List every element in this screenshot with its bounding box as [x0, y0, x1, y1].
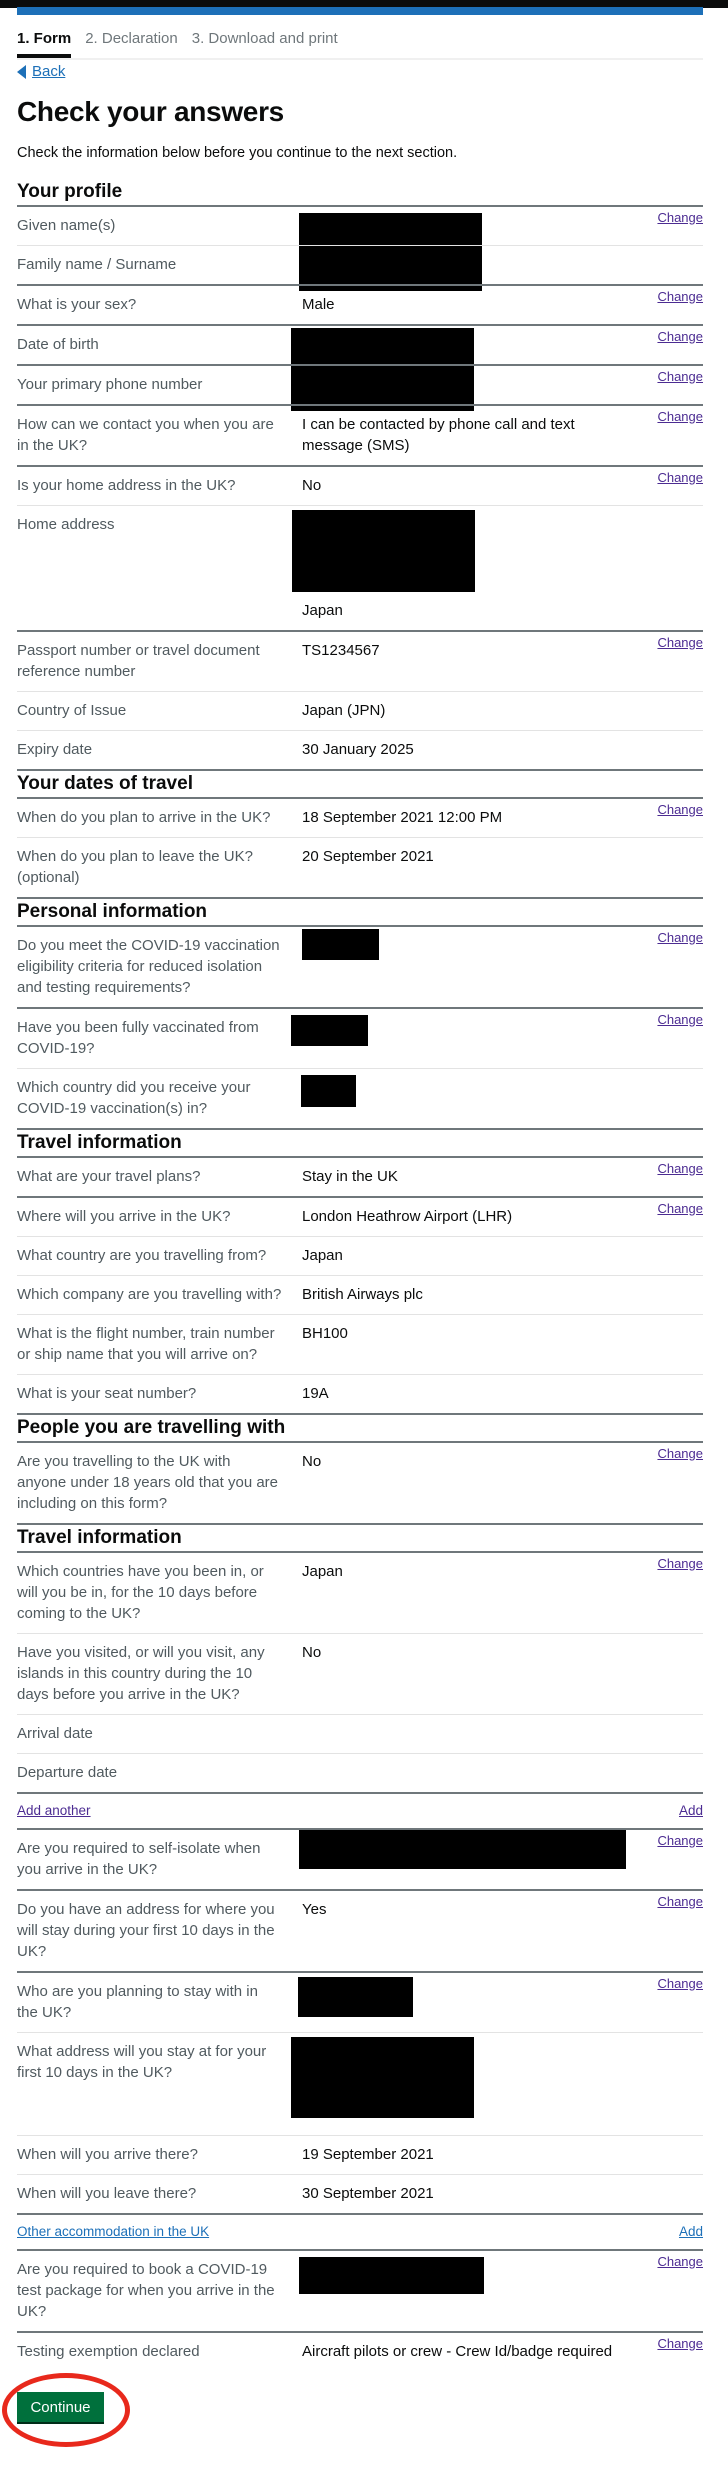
change-link[interactable]: Change: [657, 2254, 703, 2269]
summary-key: Date of birth: [17, 336, 99, 353]
summary-value-text: Aircraft pilots or crew - Crew Id/badge required: [302, 2343, 613, 2360]
summary-value: [292, 2175, 632, 2213]
change-link[interactable]: Change: [657, 409, 703, 424]
change-cell: [632, 692, 703, 730]
summary-value: [292, 1715, 632, 1753]
summary-key: Passport number or travel document reference number: [17, 642, 260, 680]
tab-form[interactable]: 1. Form: [17, 28, 71, 58]
summary-value-text: No: [302, 1453, 322, 1470]
change-link[interactable]: Change: [657, 2336, 703, 2351]
summary-row-dob: [17, 324, 703, 364]
summary-row-who: [17, 1971, 703, 2032]
change-cell: [632, 1237, 703, 1275]
summary-key: Given name(s): [17, 217, 116, 234]
summary-value: [292, 1754, 632, 1792]
answers-summary-list: [17, 179, 703, 2371]
change-cell: [632, 731, 703, 769]
change-cell: [632, 1276, 703, 1314]
change-link[interactable]: Change: [657, 329, 703, 344]
change-cell: [632, 2033, 703, 2135]
section-heading: Personal information: [17, 897, 703, 927]
summary-value-text: TS1234567: [302, 642, 380, 659]
summary-key: Your primary phone number: [17, 376, 203, 393]
summary-key: Expiry date: [17, 741, 93, 758]
summary-row-sex: [17, 284, 703, 324]
summary-value: [292, 326, 632, 364]
summary-row-under18: [17, 1443, 703, 1523]
redacted-value: [301, 1075, 356, 1107]
summary-key: Are you travelling to the UK with anyone under 18 years old that you are including on this form?: [17, 1453, 279, 1512]
summary-key: Home address: [17, 516, 115, 533]
summary-value-text: 18 September 2021 12:00 PM: [302, 809, 503, 826]
change-link[interactable]: Change: [657, 802, 703, 817]
summary-key: Do you meet the COVID-19 vaccination eligibility criteria for reduced isolation and testing requirements?: [17, 937, 280, 996]
summary-row-issue: [17, 691, 703, 730]
summary-key: When will you leave there?: [17, 2185, 197, 2202]
summary-value-text: 20 September 2021: [302, 848, 434, 865]
summary-key: Which countries have you been in, or will you be in, for the 10 days before coming to the UK?: [17, 1563, 264, 1622]
summary-row-given: [17, 207, 703, 245]
change-cell: [632, 2333, 703, 2371]
section-heading: Travel information: [17, 1128, 703, 1158]
change-link[interactable]: Change: [657, 930, 703, 945]
change-cell: [632, 1198, 703, 1236]
summary-value: [292, 1375, 632, 1413]
summary-row-home: [17, 505, 703, 630]
summary-value-text: 30 January 2025: [302, 741, 414, 758]
summary-row-depdate: [17, 1753, 703, 1792]
summary-row-plans: [17, 1158, 703, 1196]
summary-row-countries: [17, 1553, 703, 1633]
summary-key: Where will you arrive in the UK?: [17, 1208, 231, 1225]
summary-value-text: London Heathrow Airport (LHR): [302, 1208, 513, 1225]
summary-key: Have you visited, or will you visit, any islands in this country during the 10 days before you arrive in the UK?: [17, 1644, 265, 1703]
tab-download-print[interactable]: 3. Download and print: [191, 30, 338, 47]
change-cell: [632, 1315, 703, 1374]
summary-value: [292, 1634, 632, 1714]
redacted-value: [291, 2037, 474, 2118]
summary-row-seat: [17, 1374, 703, 1413]
change-cell: [632, 1634, 703, 1714]
summary-value: [292, 2251, 632, 2331]
summary-value: [292, 1069, 632, 1128]
redacted-value: [292, 510, 475, 592]
summary-row-flight: [17, 1314, 703, 1374]
summary-key: When will you arrive there?: [17, 2146, 198, 2163]
summary-row-vacc: [17, 1007, 703, 1068]
change-cell: [632, 467, 703, 505]
back-arrow-icon: [17, 65, 26, 79]
summary-row-expiry: [17, 730, 703, 769]
summary-row-arrive: [17, 799, 703, 837]
summary-value-text: 30 September 2021: [302, 2185, 434, 2202]
summary-key: Are you required to book a COVID-19 test package for when you arrive in the UK?: [17, 2261, 275, 2320]
summary-value: [292, 1009, 632, 1068]
change-cell: [632, 838, 703, 897]
change-cell: [632, 1375, 703, 1413]
redacted-value: [298, 1977, 413, 2017]
change-link[interactable]: Change: [657, 1556, 703, 1571]
change-cell: [632, 406, 703, 465]
summary-key: Which company are you travelling with?: [17, 1286, 282, 1303]
summary-value: [292, 1973, 632, 2032]
summary-key: When do you plan to arrive in the UK?: [17, 809, 271, 826]
summary-row-isolate: [17, 1828, 703, 1889]
summary-row-family: [17, 245, 703, 284]
summary-value: [292, 1443, 632, 1523]
summary-value: [292, 2333, 632, 2371]
summary-value: [292, 731, 632, 769]
change-cell: [632, 632, 703, 691]
change-link[interactable]: Change: [657, 1446, 703, 1461]
change-link[interactable]: Change: [657, 289, 703, 304]
summary-value-text: Japan: [302, 602, 343, 619]
summary-key: Arrival date: [17, 1725, 93, 1742]
change-link[interactable]: Change: [657, 1894, 703, 1909]
summary-row-leavethere: [17, 2174, 703, 2213]
summary-value: [292, 1891, 632, 1971]
change-link[interactable]: Change: [657, 635, 703, 650]
summary-value: [292, 467, 632, 505]
redacted-value: [291, 1015, 368, 1046]
change-link[interactable]: Change: [657, 1012, 703, 1027]
summary-row-exempt: [17, 2331, 703, 2371]
intro-text: Check the information below before you continue to the next section.: [17, 145, 458, 161]
add-another-link[interactable]: Add another: [17, 1803, 91, 1818]
continue-button[interactable]: Continue: [17, 2392, 104, 2422]
summary-row-leave: [17, 837, 703, 897]
summary-value-text: Japan (JPN): [302, 702, 386, 719]
add-link-row: [17, 2213, 703, 2249]
summary-key: Family name / Surname: [17, 256, 177, 273]
tab-declaration[interactable]: 2. Declaration: [85, 30, 178, 47]
change-link[interactable]: Change: [657, 210, 703, 225]
change-cell: [632, 1973, 703, 2032]
summary-value-text: No: [302, 1644, 322, 1661]
summary-key: How can we contact you when you are in the UK?: [17, 416, 274, 454]
summary-key: Which country did you receive your COVID-19 vaccination(s) in?: [17, 1079, 251, 1117]
change-cell: [632, 2175, 703, 2213]
summary-value: [292, 1237, 632, 1275]
change-cell: [632, 246, 703, 284]
section-heading: Your profile: [17, 179, 703, 207]
summary-key: What address will you stay at for your first 10 days in the UK?: [17, 2043, 267, 2081]
add-link[interactable]: Add: [678, 2224, 703, 2239]
change-link[interactable]: Change: [657, 1161, 703, 1176]
change-cell: [632, 1754, 703, 1792]
summary-key: Who are you planning to stay with in the UK?: [17, 1983, 258, 2021]
summary-row-vcountry: [17, 1068, 703, 1128]
summary-key: Departure date: [17, 1764, 118, 1781]
change-cell: [632, 2136, 703, 2174]
summary-key: Country of Issue: [17, 702, 127, 719]
summary-value: [292, 366, 632, 404]
redacted-value: [299, 2257, 484, 2294]
add-link[interactable]: Add: [678, 1803, 703, 1818]
summary-row-testpkg: [17, 2249, 703, 2331]
summary-row-company: [17, 1275, 703, 1314]
redacted-value: [299, 1830, 626, 1869]
summary-key: Are you required to self-isolate when you arrive in the UK?: [17, 1840, 261, 1878]
back-link[interactable]: [17, 63, 65, 80]
summary-row-phone: [17, 364, 703, 404]
add-link-row: [17, 1792, 703, 1828]
summary-value-text: 19A: [302, 1385, 329, 1402]
summary-value-text: Male: [302, 296, 335, 313]
change-link[interactable]: Change: [657, 470, 703, 485]
change-cell: [632, 1715, 703, 1753]
summary-key: What is your seat number?: [17, 1385, 197, 1402]
summary-value-text: Japan: [302, 1563, 343, 1580]
summary-value: [292, 406, 632, 465]
section-heading: Travel information: [17, 1523, 703, 1553]
summary-row-addr: [17, 2032, 703, 2135]
summary-value: [292, 799, 632, 837]
summary-key: Do you have an address for where you will stay during your first 10 days in the UK?: [17, 1901, 275, 1960]
summary-row-homeuk: [17, 465, 703, 505]
summary-value: [292, 632, 632, 691]
change-cell: [632, 1553, 703, 1633]
summary-row-hasaddr: [17, 1889, 703, 1971]
summary-value-text: Stay in the UK: [302, 1168, 398, 1185]
summary-row-passport: [17, 630, 703, 691]
summary-key: What is the flight number, train number or ship name that you will arrive on?: [17, 1325, 275, 1363]
summary-value-text: BH100: [302, 1325, 348, 1342]
summary-row-arrthere: [17, 2135, 703, 2174]
change-cell: [632, 1830, 703, 1889]
redacted-value: [302, 929, 379, 960]
summary-value-text: I can be contacted by phone call and text message (SMS): [302, 416, 575, 454]
section-heading: People you are travelling with: [17, 1413, 703, 1443]
summary-row-arrdate: [17, 1714, 703, 1753]
summary-value: [292, 2136, 632, 2174]
change-cell: [632, 1069, 703, 1128]
change-cell: [632, 366, 703, 404]
change-cell: [632, 1443, 703, 1523]
section-heading: Your dates of travel: [17, 769, 703, 799]
back-label: Back: [32, 63, 66, 80]
header-blue-bar: [17, 7, 703, 15]
change-cell: [632, 207, 703, 245]
change-link[interactable]: Change: [657, 1976, 703, 1991]
summary-value: [292, 506, 632, 630]
summary-value: [292, 286, 632, 324]
summary-value: [292, 1830, 632, 1889]
summary-value-text: Yes: [302, 1901, 327, 1918]
change-link[interactable]: Change: [657, 369, 703, 384]
summary-value: [292, 1276, 632, 1314]
summary-row-where: [17, 1196, 703, 1236]
summary-row-from: [17, 1236, 703, 1275]
change-cell: [632, 1158, 703, 1196]
change-cell: [632, 799, 703, 837]
summary-key: Is your home address in the UK?: [17, 477, 236, 494]
summary-value: [292, 692, 632, 730]
change-cell: [632, 326, 703, 364]
summary-key: Testing exemption declared: [17, 2343, 200, 2360]
summary-key: What is your sex?: [17, 296, 137, 313]
summary-value: [292, 1158, 632, 1196]
summary-value-text: Japan: [302, 1247, 343, 1264]
summary-value: [292, 1553, 632, 1633]
summary-value-text: No: [302, 477, 322, 494]
summary-row-elig: [17, 927, 703, 1007]
step-tabs: [17, 28, 703, 60]
summary-row-islands: [17, 1633, 703, 1714]
change-cell: [632, 506, 703, 630]
summary-value-text: British Airways plc: [302, 1286, 423, 1303]
add-another-link[interactable]: Other accommodation in the UK: [17, 2224, 210, 2239]
change-cell: [632, 1891, 703, 1971]
summary-value: [292, 927, 632, 1007]
summary-value: [292, 2033, 632, 2135]
summary-value: [292, 1198, 632, 1236]
summary-row-contact: [17, 404, 703, 465]
summary-value-text: 19 September 2021: [302, 2146, 434, 2163]
change-link[interactable]: Change: [657, 1833, 703, 1848]
page-title: Check your answers: [17, 96, 284, 127]
change-cell: [632, 2251, 703, 2331]
summary-value: [292, 246, 632, 284]
summary-key: When do you plan to leave the UK? (optional): [17, 848, 253, 886]
change-cell: [632, 1009, 703, 1068]
change-link[interactable]: Change: [657, 1201, 703, 1216]
summary-value: [292, 207, 632, 245]
summary-key: What country are you travelling from?: [17, 1247, 267, 1264]
change-cell: [632, 286, 703, 324]
summary-value: [292, 838, 632, 897]
summary-key: What are your travel plans?: [17, 1168, 201, 1185]
change-cell: [632, 927, 703, 1007]
summary-value: [292, 1315, 632, 1374]
summary-key: Have you been fully vaccinated from COVID-19?: [17, 1019, 259, 1057]
